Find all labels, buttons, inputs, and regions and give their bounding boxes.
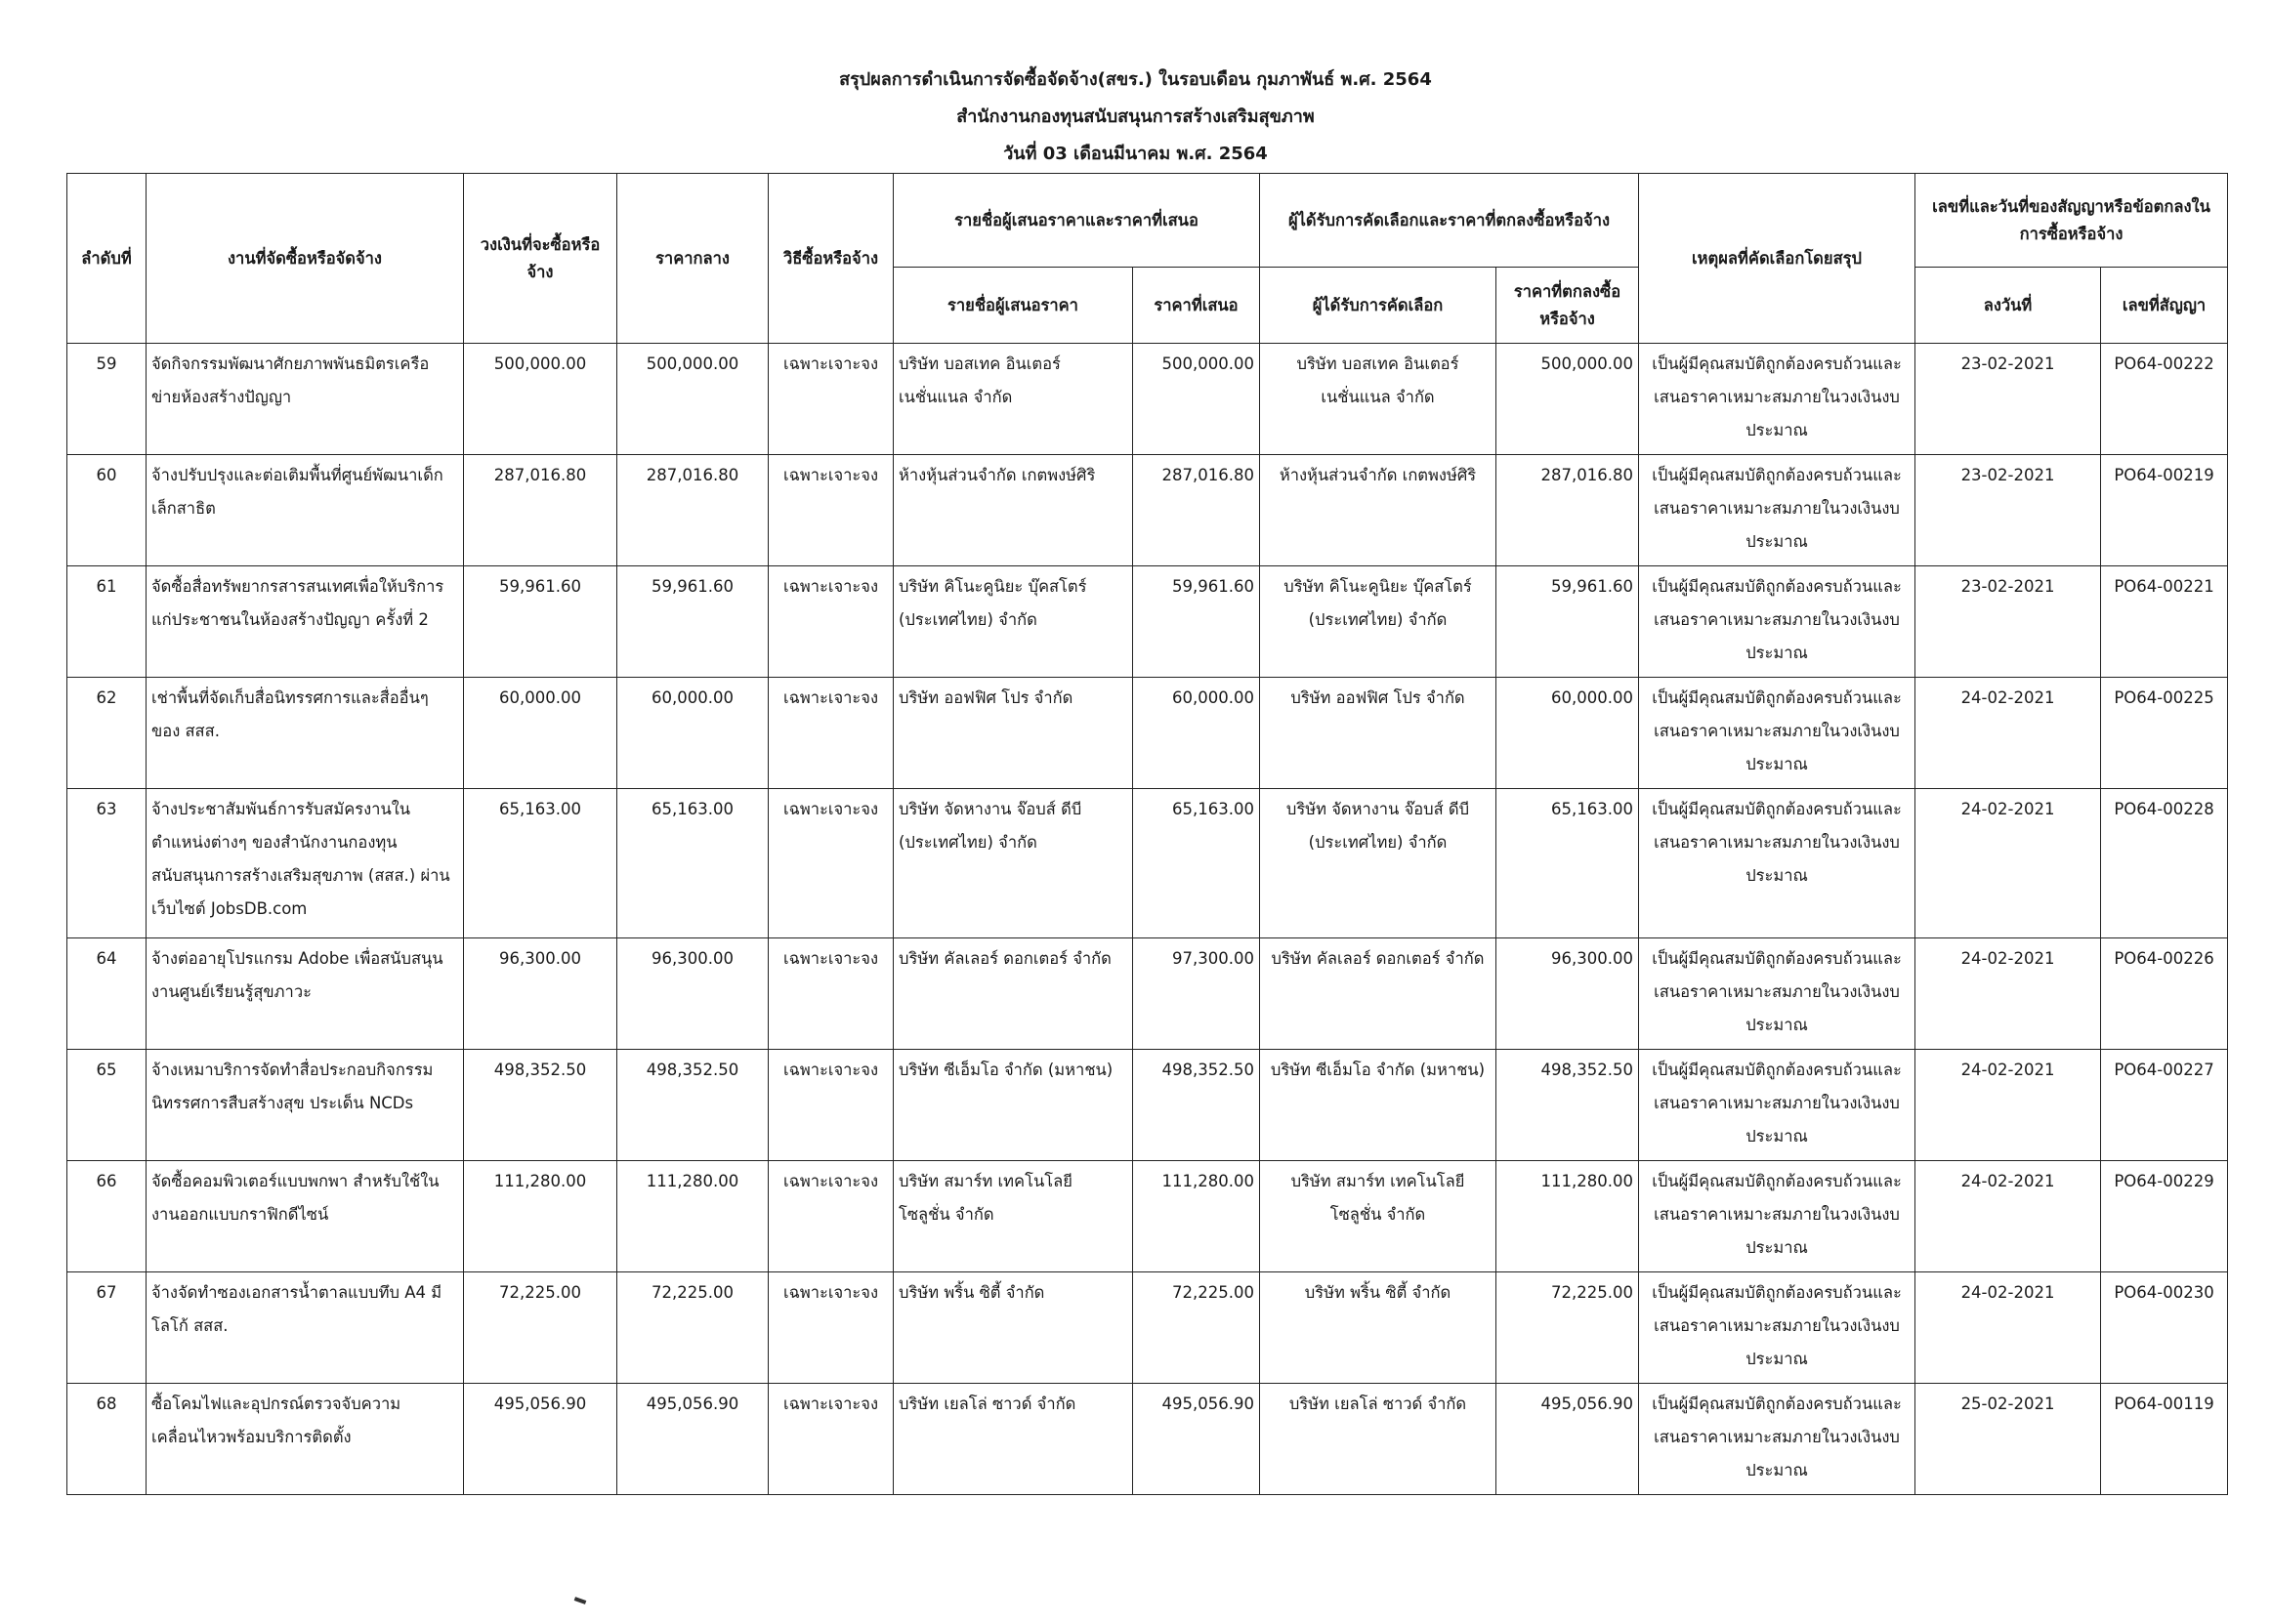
- header-reason: เหตุผลที่คัดเลือกโดยสรุป: [1639, 174, 1915, 344]
- cell-method: เฉพาะเจาะจง: [769, 344, 894, 455]
- header-no: ลำดับที่: [67, 174, 147, 344]
- cell-reason: เป็นผู้มีคุณสมบัติถูกต้องครบถ้วนและเสนอราคาเหมาะสมภายในวงเงินงบประมาณ: [1639, 566, 1915, 678]
- cell-contract: PO64-00221: [2101, 566, 2228, 678]
- cell-date: 23-02-2021: [1915, 344, 2101, 455]
- header-winner-name: ผู้ได้รับการคัดเลือก: [1260, 268, 1496, 344]
- procurement-table: [66, 173, 2228, 1495]
- cell-median: 72,225.00: [617, 1272, 769, 1384]
- cell-bid: 59,961.60: [1133, 566, 1260, 678]
- cell-median: 65,163.00: [617, 789, 769, 938]
- header-work: งานที่จัดซื้อหรือจัดจ้าง: [147, 174, 464, 344]
- cell-method: เฉพาะเจาะจง: [769, 455, 894, 566]
- cell-work: จัดซื้อคอมพิวเตอร์แบบพกพา สำหรับใช้ในงานออกแบบกราฟิกดีไซน์: [147, 1161, 464, 1272]
- cell-contract: PO64-00226: [2101, 938, 2228, 1050]
- cell-method: เฉพาะเจาะจง: [769, 789, 894, 938]
- cell-bid: 97,300.00: [1133, 938, 1260, 1050]
- table-row: [67, 789, 2228, 938]
- cell-winner: ห้างหุ้นส่วนจำกัด เกตพงษ์ศิริ: [1260, 455, 1496, 566]
- cell-date: 23-02-2021: [1915, 566, 2101, 678]
- cell-budget: 111,280.00: [464, 1161, 617, 1272]
- cell-agreed: 72,225.00: [1496, 1272, 1639, 1384]
- table-row: [67, 455, 2228, 566]
- cell-work: จ้างต่ออายุโปรแกรม Adobe เพื่อสนับสนุนงานศูนย์เรียนรู้สุขภาวะ: [147, 938, 464, 1050]
- cell-bid: 65,163.00: [1133, 789, 1260, 938]
- cell-reason: เป็นผู้มีคุณสมบัติถูกต้องครบถ้วนและเสนอราคาเหมาะสมภายในวงเงินงบประมาณ: [1639, 1161, 1915, 1272]
- header-contract-group: เลขที่และวันที่ของสัญญาหรือข้อตกลงในการซื้อหรือจ้าง: [1915, 174, 2228, 268]
- header-contract-no: เลขที่สัญญา: [2101, 268, 2228, 344]
- table-row: [67, 1050, 2228, 1161]
- cell-work: เช่าพื้นที่จัดเก็บสื่อนิทรรศการและสื่ออื่นๆ ของ สสส.: [147, 678, 464, 789]
- cell-contract: PO64-00219: [2101, 455, 2228, 566]
- cell-winner: บริษัท คัลเลอร์ ดอกเตอร์ จำกัด: [1260, 938, 1496, 1050]
- cell-budget: 59,961.60: [464, 566, 617, 678]
- cell-date: 23-02-2021: [1915, 455, 2101, 566]
- cell-contract: PO64-00225: [2101, 678, 2228, 789]
- cell-median: 60,000.00: [617, 678, 769, 789]
- cell-agreed: 96,300.00: [1496, 938, 1639, 1050]
- cell-work: จ้างเหมาบริการจัดทำสื่อประกอบกิจกรรมนิทรรศการสืบสร้างสุข ประเด็น NCDs: [147, 1050, 464, 1161]
- header-median-price: ราคากลาง: [617, 174, 769, 344]
- cell-bidder: บริษัท จัดหางาน จ๊อบส์ ดีบี (ประเทศไทย) จำกัด: [894, 789, 1133, 938]
- header-bid-price: ราคาที่เสนอ: [1133, 268, 1260, 344]
- cell-reason: เป็นผู้มีคุณสมบัติถูกต้องครบถ้วนและเสนอราคาเหมาะสมภายในวงเงินงบประมาณ: [1639, 455, 1915, 566]
- header-winner-group: ผู้ได้รับการคัดเลือกและราคาที่ตกลงซื้อหรือจ้าง: [1260, 174, 1639, 268]
- cell-method: เฉพาะเจาะจง: [769, 938, 894, 1050]
- header-date: ลงวันที่: [1915, 268, 2101, 344]
- cell-median: 500,000.00: [617, 344, 769, 455]
- cell-no: 66: [67, 1161, 147, 1272]
- cell-bid: 60,000.00: [1133, 678, 1260, 789]
- cell-bidder: บริษัท คัลเลอร์ ดอกเตอร์ จำกัด: [894, 938, 1133, 1050]
- cell-work: ซื้อโคมไฟและอุปกรณ์ตรวจจับความเคลื่อนไหวพร้อมบริการติดตั้ง: [147, 1384, 464, 1495]
- cell-bidder: บริษัท ออฟฟิศ โปร จำกัด: [894, 678, 1133, 789]
- cell-reason: เป็นผู้มีคุณสมบัติถูกต้องครบถ้วนและเสนอราคาเหมาะสมภายในวงเงินงบประมาณ: [1639, 1384, 1915, 1495]
- cell-median: 111,280.00: [617, 1161, 769, 1272]
- cell-work: จ้างปรับปรุงและต่อเติมพื้นที่ศูนย์พัฒนาเด็กเล็กสาธิต: [147, 455, 464, 566]
- cell-bid: 495,056.90: [1133, 1384, 1260, 1495]
- cell-method: เฉพาะเจาะจง: [769, 1272, 894, 1384]
- cell-contract: PO64-00222: [2101, 344, 2228, 455]
- table-row: [67, 1161, 2228, 1272]
- cell-winner: บริษัท สมาร์ท เทคโนโลยี โซลูชั่น จำกัด: [1260, 1161, 1496, 1272]
- cell-budget: 60,000.00: [464, 678, 617, 789]
- header-bidders-group: รายชื่อผู้เสนอราคาและราคาที่เสนอ: [894, 174, 1260, 268]
- cell-method: เฉพาะเจาะจง: [769, 678, 894, 789]
- cell-winner: บริษัท ออฟฟิศ โปร จำกัด: [1260, 678, 1496, 789]
- table-row: [67, 566, 2228, 678]
- cell-bidder: ห้างหุ้นส่วนจำกัด เกตพงษ์ศิริ: [894, 455, 1133, 566]
- cell-work: จ้างประชาสัมพันธ์การรับสมัครงานในตำแหน่งต่างๆ ของสำนักงานกองทุนสนับสนุนการสร้างเสริมสุขภาพ (สสส.) ผ่านเว็บไซต์ JobsDB.com: [147, 789, 464, 938]
- cell-budget: 72,225.00: [464, 1272, 617, 1384]
- cell-reason: เป็นผู้มีคุณสมบัติถูกต้องครบถ้วนและเสนอราคาเหมาะสมภายในวงเงินงบประมาณ: [1639, 678, 1915, 789]
- cell-contract: PO64-00229: [2101, 1161, 2228, 1272]
- cell-no: 65: [67, 1050, 147, 1161]
- cell-budget: 498,352.50: [464, 1050, 617, 1161]
- cell-budget: 65,163.00: [464, 789, 617, 938]
- cell-date: 25-02-2021: [1915, 1384, 2101, 1495]
- cell-contract: PO64-00227: [2101, 1050, 2228, 1161]
- cell-no: 60: [67, 455, 147, 566]
- cell-no: 63: [67, 789, 147, 938]
- cell-date: 24-02-2021: [1915, 1272, 2101, 1384]
- cell-bidder: บริษัท คิโนะคูนิยะ บุ๊คสโตร์ (ประเทศไทย) จำกัด: [894, 566, 1133, 678]
- cell-median: 495,056.90: [617, 1384, 769, 1495]
- cell-agreed: 498,352.50: [1496, 1050, 1639, 1161]
- cell-bidder: บริษัท สมาร์ท เทคโนโลยี โซลูชั่น จำกัด: [894, 1161, 1133, 1272]
- cell-method: เฉพาะเจาะจง: [769, 1161, 894, 1272]
- cell-agreed: 59,961.60: [1496, 566, 1639, 678]
- cell-median: 287,016.80: [617, 455, 769, 566]
- cell-reason: เป็นผู้มีคุณสมบัติถูกต้องครบถ้วนและเสนอราคาเหมาะสมภายในวงเงินงบประมาณ: [1639, 938, 1915, 1050]
- cell-work: จัดซื้อสื่อทรัพยากรสารสนเทศเพื่อให้บริการแก่ประชาชนในห้องสร้างปัญญา ครั้งที่ 2: [147, 566, 464, 678]
- cell-bid: 72,225.00: [1133, 1272, 1260, 1384]
- cell-agreed: 60,000.00: [1496, 678, 1639, 789]
- cell-agreed: 287,016.80: [1496, 455, 1639, 566]
- cell-method: เฉพาะเจาะจง: [769, 1384, 894, 1495]
- cell-agreed: 111,280.00: [1496, 1161, 1639, 1272]
- cell-contract: PO64-00228: [2101, 789, 2228, 938]
- cell-no: 59: [67, 344, 147, 455]
- cell-contract: PO64-00230: [2101, 1272, 2228, 1384]
- cell-date: 24-02-2021: [1915, 1050, 2101, 1161]
- cell-no: 64: [67, 938, 147, 1050]
- cell-no: 67: [67, 1272, 147, 1384]
- cell-reason: เป็นผู้มีคุณสมบัติถูกต้องครบถ้วนและเสนอราคาเหมาะสมภายในวงเงินงบประมาณ: [1639, 1272, 1915, 1384]
- cell-winner: บริษัท คิโนะคูนิยะ บุ๊คสโตร์ (ประเทศไทย) จำกัด: [1260, 566, 1496, 678]
- cell-work: จัดกิจกรรมพัฒนาศักยภาพพันธมิตรเครือข่ายห้องสร้างปัญญา: [147, 344, 464, 455]
- cell-bid: 287,016.80: [1133, 455, 1260, 566]
- cell-date: 24-02-2021: [1915, 938, 2101, 1050]
- table-row: [67, 1272, 2228, 1384]
- cell-method: เฉพาะเจาะจง: [769, 1050, 894, 1161]
- cell-agreed: 65,163.00: [1496, 789, 1639, 938]
- cell-no: 61: [67, 566, 147, 678]
- header-agreed-price: ราคาที่ตกลงซื้อหรือจ้าง: [1496, 268, 1639, 344]
- cell-bidder: บริษัท บอสเทค อินเตอร์เนชั่นแนล จำกัด: [894, 344, 1133, 455]
- cell-winner: บริษัท บอสเทค อินเตอร์เนชั่นแนล จำกัด: [1260, 344, 1496, 455]
- table-row: [67, 938, 2228, 1050]
- cell-bid: 111,280.00: [1133, 1161, 1260, 1272]
- cell-median: 498,352.50: [617, 1050, 769, 1161]
- cell-agreed: 495,056.90: [1496, 1384, 1639, 1495]
- scan-mark: [574, 1597, 587, 1604]
- document-date: วันที่ 03 เดือนมีนาคม พ.ศ. 2564: [1003, 144, 1268, 164]
- table-row: [67, 1384, 2228, 1495]
- cell-date: 24-02-2021: [1915, 789, 2101, 938]
- cell-bidder: บริษัท เยลโล่ ซาวด์ จำกัด: [894, 1384, 1133, 1495]
- agency-name: สำนักงานกองทุนสนับสนุนการสร้างเสริมสุขภาพ: [956, 106, 1315, 127]
- cell-budget: 96,300.00: [464, 938, 617, 1050]
- cell-method: เฉพาะเจาะจง: [769, 566, 894, 678]
- cell-date: 24-02-2021: [1915, 678, 2101, 789]
- cell-work: จ้างจัดทำซองเอกสารน้ำตาลแบบทึบ A4 มีโลโก้ สสส.: [147, 1272, 464, 1384]
- cell-winner: บริษัท พริ้น ซิตี้ จำกัด: [1260, 1272, 1496, 1384]
- table-row: [67, 344, 2228, 455]
- cell-median: 96,300.00: [617, 938, 769, 1050]
- cell-budget: 495,056.90: [464, 1384, 617, 1495]
- cell-bidder: บริษัท พริ้น ซิตี้ จำกัด: [894, 1272, 1133, 1384]
- cell-no: 62: [67, 678, 147, 789]
- document-title: สรุปผลการดำเนินการจัดซื้อจัดจ้าง(สขร.) ในรอบเดือน กุมภาพันธ์ พ.ศ. 2564: [839, 69, 1432, 90]
- header-method: วิธีซื้อหรือจ้าง: [769, 174, 894, 344]
- cell-no: 68: [67, 1384, 147, 1495]
- cell-agreed: 500,000.00: [1496, 344, 1639, 455]
- header-bidder-name: รายชื่อผู้เสนอราคา: [894, 268, 1133, 344]
- cell-contract: PO64-00119: [2101, 1384, 2228, 1495]
- cell-winner: บริษัท จัดหางาน จ๊อบส์ ดีบี (ประเทศไทย) จำกัด: [1260, 789, 1496, 938]
- cell-budget: 287,016.80: [464, 455, 617, 566]
- table-row: [67, 678, 2228, 789]
- cell-budget: 500,000.00: [464, 344, 617, 455]
- header-budget: วงเงินที่จะซื้อหรือจ้าง: [464, 174, 617, 344]
- cell-bid: 500,000.00: [1133, 344, 1260, 455]
- cell-date: 24-02-2021: [1915, 1161, 2101, 1272]
- cell-reason: เป็นผู้มีคุณสมบัติถูกต้องครบถ้วนและเสนอราคาเหมาะสมภายในวงเงินงบประมาณ: [1639, 344, 1915, 455]
- cell-bidder: บริษัท ซีเอ็มโอ จำกัด (มหาชน): [894, 1050, 1133, 1161]
- cell-bid: 498,352.50: [1133, 1050, 1260, 1161]
- cell-winner: บริษัท ซีเอ็มโอ จำกัด (มหาชน): [1260, 1050, 1496, 1161]
- cell-winner: บริษัท เยลโล่ ซาวด์ จำกัด: [1260, 1384, 1496, 1495]
- cell-reason: เป็นผู้มีคุณสมบัติถูกต้องครบถ้วนและเสนอราคาเหมาะสมภายในวงเงินงบประมาณ: [1639, 789, 1915, 938]
- cell-median: 59,961.60: [617, 566, 769, 678]
- cell-reason: เป็นผู้มีคุณสมบัติถูกต้องครบถ้วนและเสนอราคาเหมาะสมภายในวงเงินงบประมาณ: [1639, 1050, 1915, 1161]
